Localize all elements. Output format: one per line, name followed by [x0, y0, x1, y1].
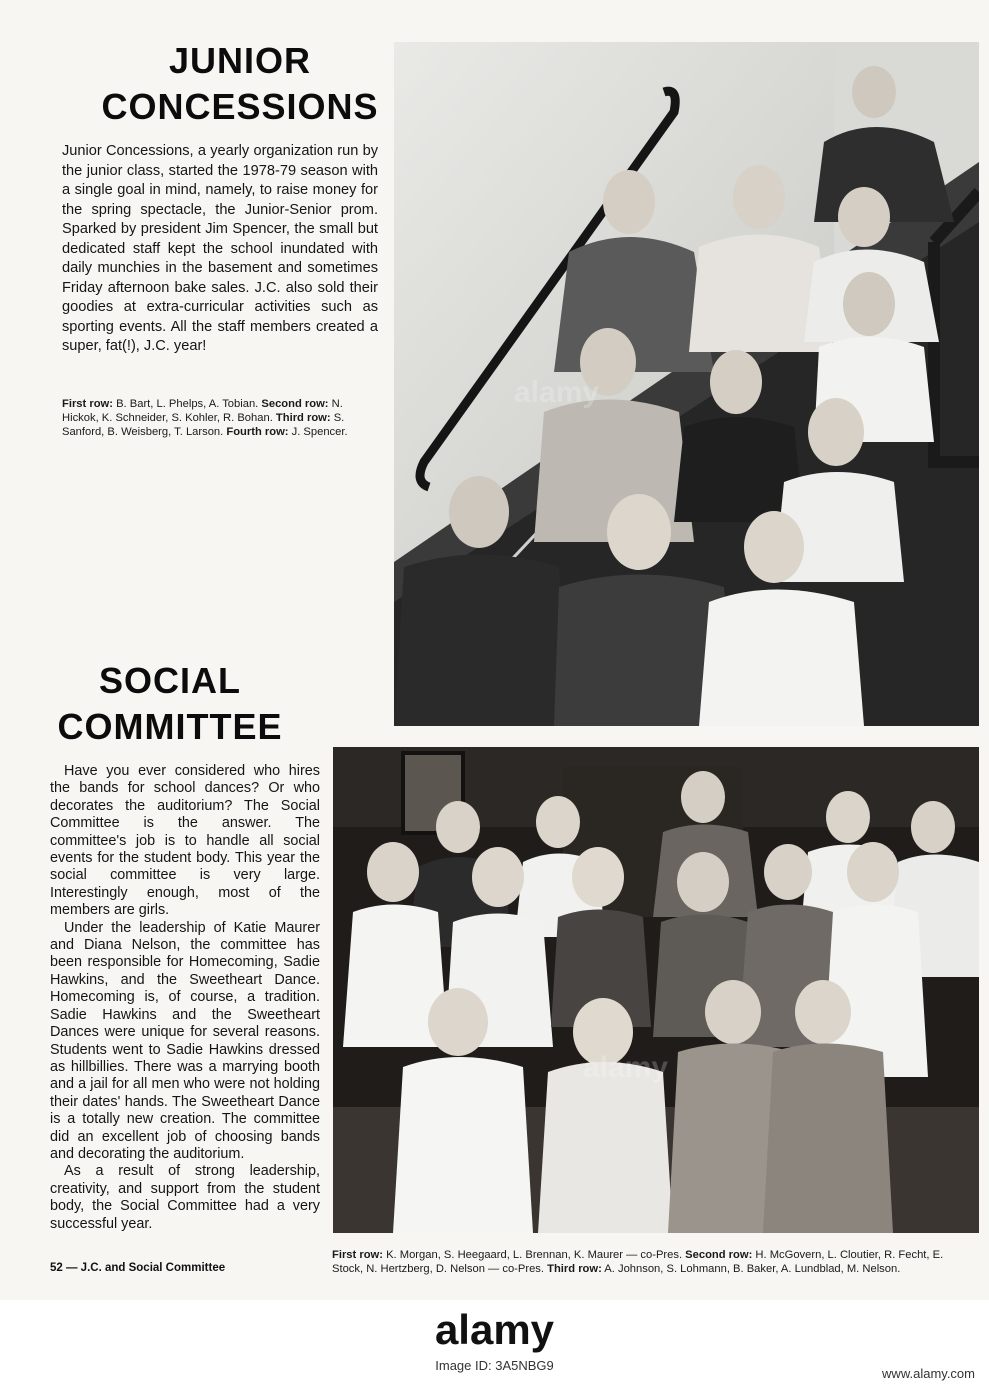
- watermark-logo: alamy: [434, 1306, 555, 1353]
- social-committee-paragraph: As a result of strong leadership, creativity, and support from the student body, the Social Committee had a very successful year.: [50, 1163, 320, 1232]
- social-committee-paragraph: Have you ever considered who hires the bands for school dances? Or who decorates the auditorium? The Social Committee is the answer. The committee's job is to handle all social events for the student body. This year the social committee is very large. Interestingly enough, most of the members are girls.: [50, 763, 320, 919]
- image-id-label: Image ID: 3A5NBG9: [435, 1358, 554, 1373]
- junior-concessions-title: [90, 38, 390, 130]
- caption-row-names: N. Hickok, K. Schneider, S. Kohler, R. Bohan.: [62, 398, 343, 425]
- caption-row-names: K. Morgan, S. Heegaard, L. Brennan, K. Maurer — co-Pres.: [382, 1249, 686, 1261]
- caption-row-label: First row:: [332, 1249, 383, 1261]
- caption-row-names: S. Sanford, B. Weisberg, T. Larson.: [62, 412, 345, 439]
- caption-row-names: A. Johnson, S. Lohmann, B. Baker, A. Lundblad, M. Nelson.: [601, 1263, 901, 1276]
- page-folio: 52 — J.C. and Social Committee: [50, 1262, 226, 1274]
- junior-concessions-title-line2: CONCESSIONS: [101, 86, 379, 127]
- caption-row-label: Third row:: [275, 412, 331, 425]
- social-committee-paragraph: Under the leadership of Katie Maurer and Diana Nelson, the committee has been responsible for Homecoming, Sadie Hawkins, and the Sweetheart Dance. Homecoming is, of course, a tradition. Sadie Hawkins and the Sweetheart Dances were unique for several reasons. Students went to Sadie Hawkins dressed as hillbillies. There was a marrying booth and a jail for all men who were not holding their dates' hands. The Sweetheart Dance is a totally new creation. The committee did an excellent job of choosing bands and decorating the auditorium.: [50, 919, 320, 1162]
- caption-row-label: Fourth row:: [226, 426, 289, 439]
- caption-row-label: Second row:: [261, 398, 329, 410]
- social-committee-title-line2: COMMITTEE: [57, 706, 283, 747]
- junior-concessions-photo: [394, 42, 979, 726]
- caption-row-names: B. Bart, L. Phelps, A. Tobian.: [112, 398, 262, 410]
- caption-row-names: J. Spencer.: [288, 426, 348, 439]
- caption-row-label: Second row:: [685, 1249, 753, 1261]
- social-committee-photo: [333, 747, 979, 1233]
- caption-row-label: Third row:: [547, 1263, 602, 1276]
- image-url-label: www.alamy.com: [882, 1366, 975, 1381]
- social-committee-photo-art: [333, 747, 979, 1233]
- social-committee-title-line1: SOCIAL: [98, 660, 241, 701]
- junior-concessions-caption: [62, 397, 382, 440]
- caption-row-names: H. McGovern, L. Cloutier, R. Fecht, E. Stock, N. Hertzberg, D. Nelson — co-Pres.: [332, 1249, 944, 1276]
- social-committee-caption: [332, 1248, 972, 1276]
- junior-concessions-title-line1: JUNIOR: [168, 40, 312, 81]
- social-committee-title: [40, 658, 300, 750]
- junior-concessions-body: Junior Concessions, a yearly organization run by the junior class, started the 1978-79 season with a single goal in mind, namely, to raise money for the spring spectacle, the Junior-Senior prom. Sparked by president Jim Spencer, the small but dedicated staff kept the school inundated with daily munchies in the basement and sometimes Friday afternoon bake sales. J.C. also sold their goodies at extra-curricular activities such as sporting events. All the staff members created a super, fat(!), J.C. year!: [62, 143, 378, 354]
- social-committee-body: [50, 763, 320, 1233]
- junior-concessions-photo-art: [394, 42, 979, 726]
- caption-row-label: First row:: [62, 398, 113, 410]
- photo-watermark: alamy: [514, 376, 600, 409]
- photo-watermark: alamy: [583, 1051, 669, 1084]
